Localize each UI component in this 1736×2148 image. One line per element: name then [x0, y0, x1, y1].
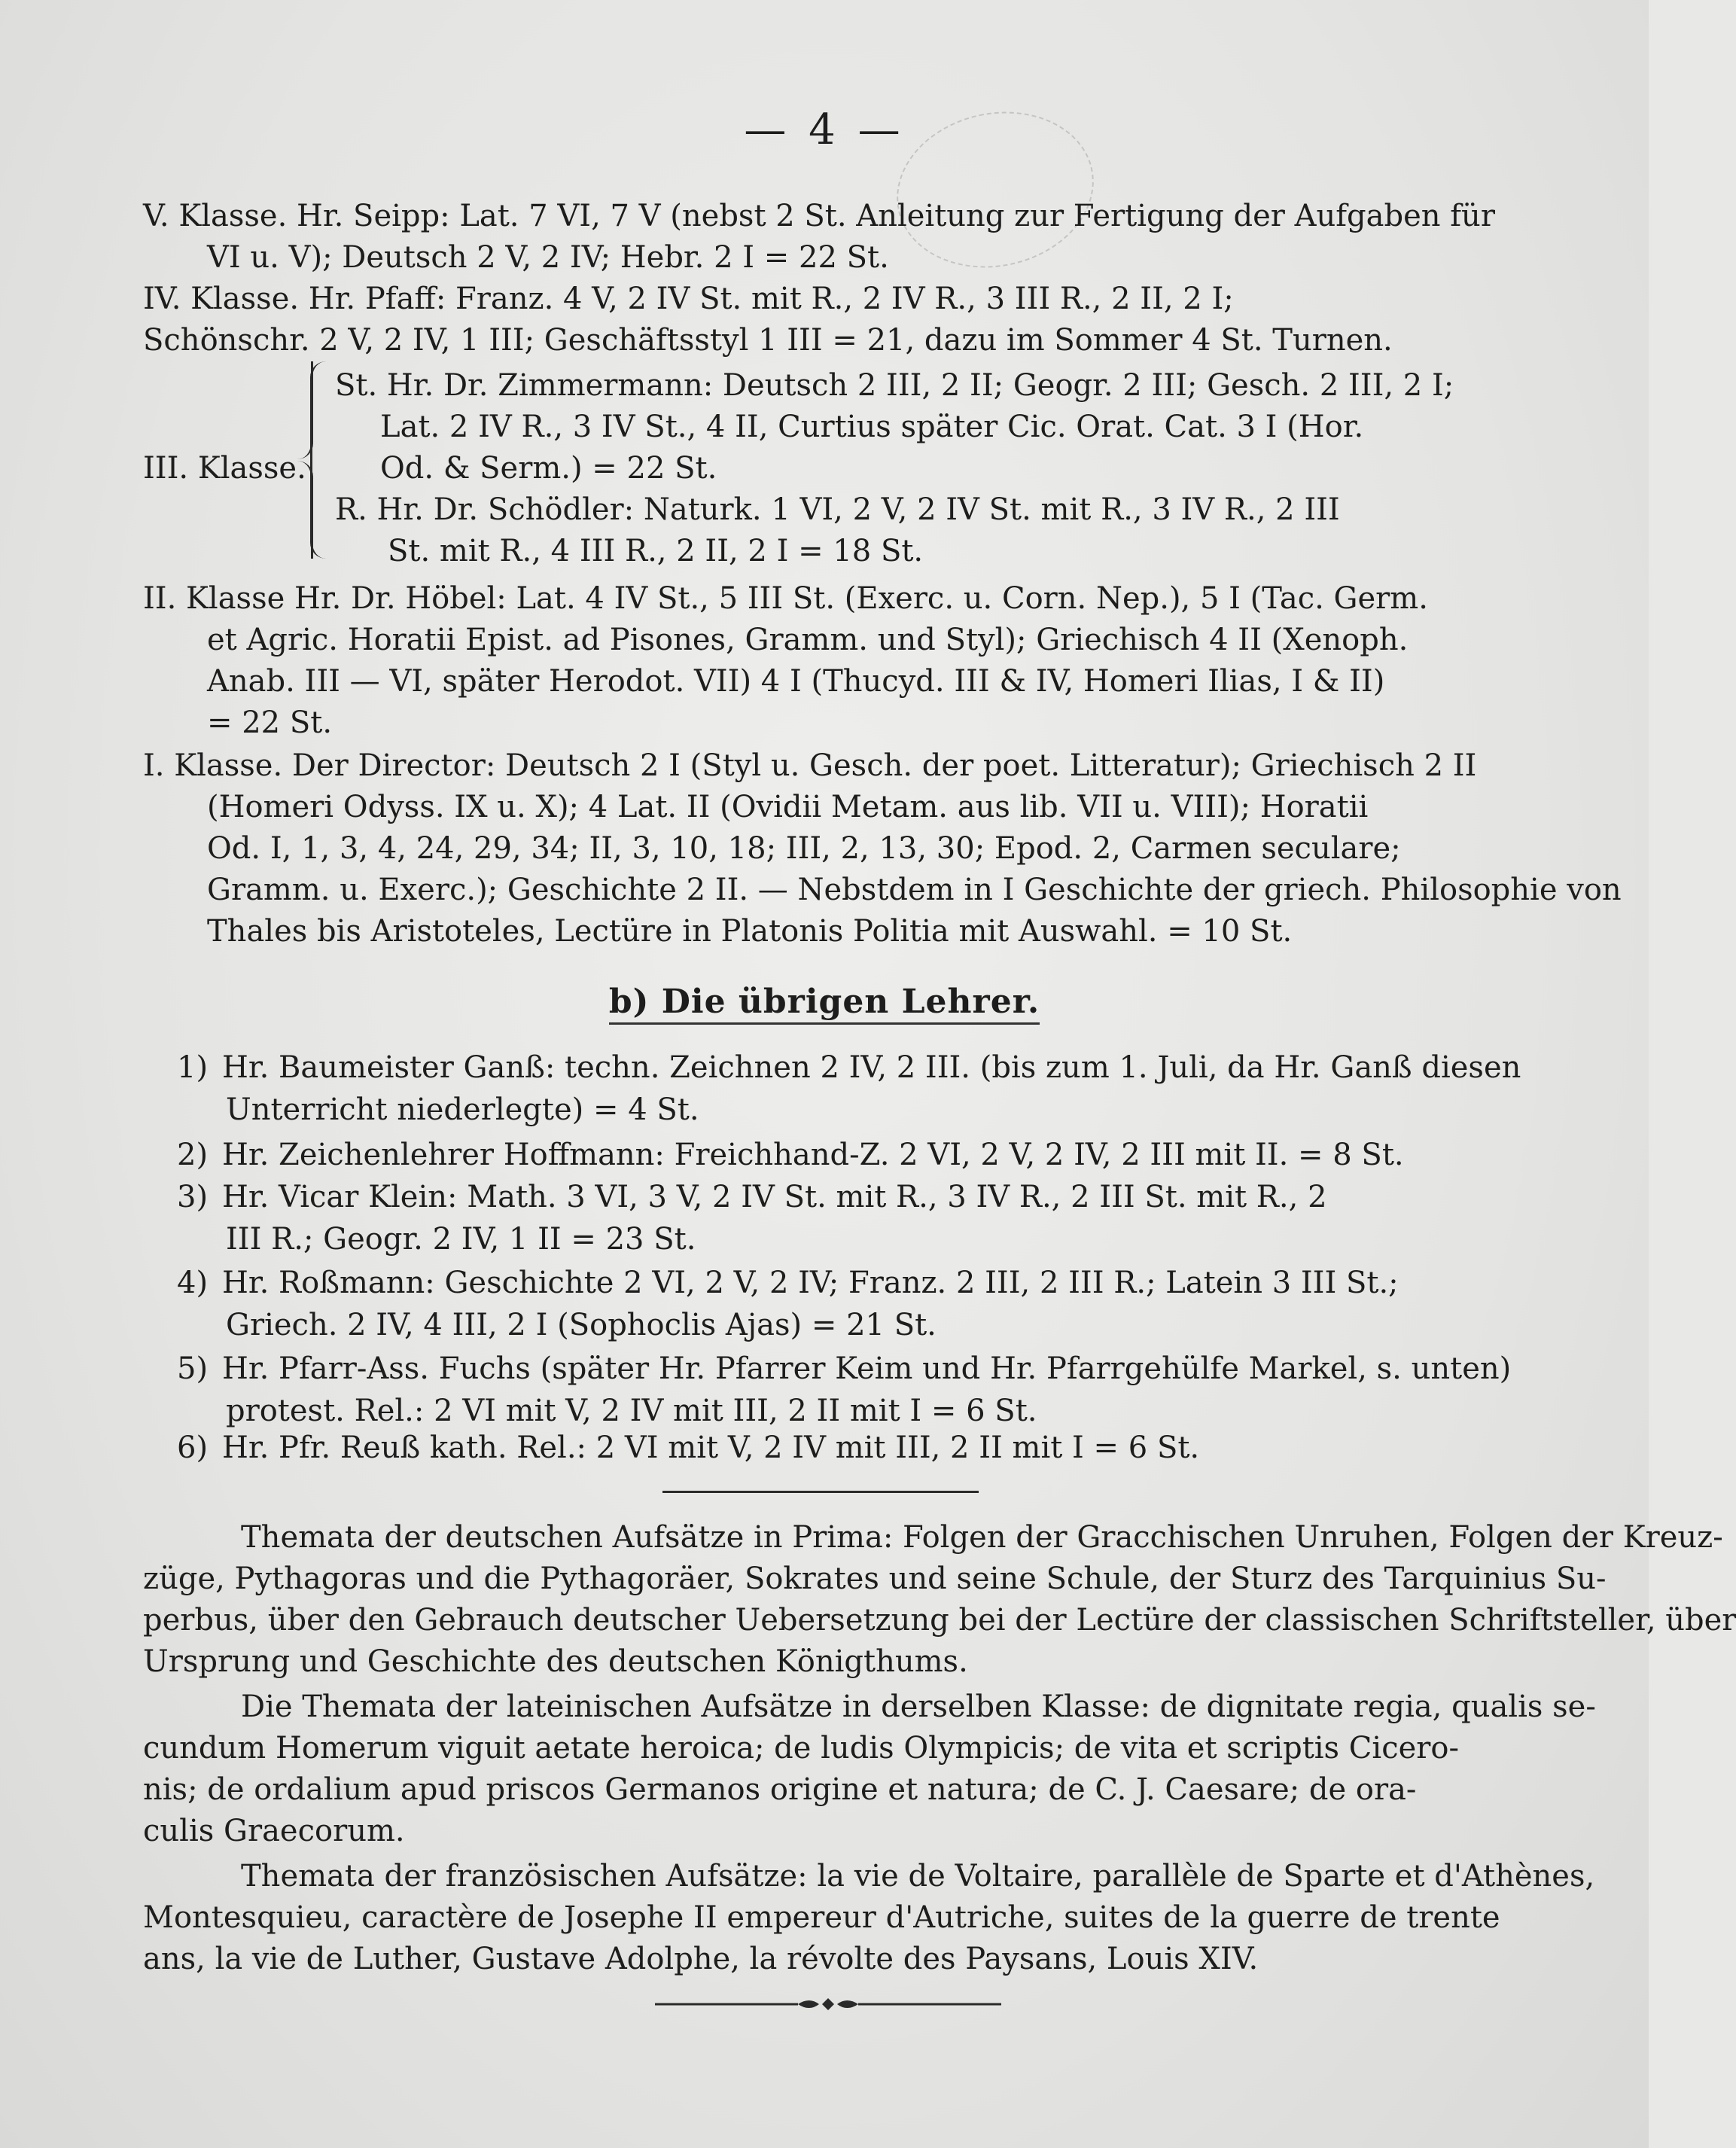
class-i-line-4: Gramm. u. Exerc.); Geschichte 2 II. — Nebstdem in I Geschichte der griech. Philosophie von: [207, 873, 1622, 907]
teacher-3: [177, 1176, 1502, 1260]
class-iv-line-1: IV. Klasse. Hr. Pfaff: Franz. 4 V, 2 IV St. mit R., 2 IV R., 3 III R., 2 II, 2 I;: [143, 282, 1234, 316]
class-ii-line-2: et Agric. Horatii Epist. ad Pisones, Gramm. und Styl); Griechisch 4 II (Xenoph.: [207, 623, 1409, 657]
teacher-1: [177, 1047, 1521, 1131]
teacher-2-number: 2): [177, 1138, 209, 1172]
paragraph-2-line-1: Die Themata der lateinischen Aufsätze in derselben Klasse: de dignitate regia, qualis se-: [241, 1689, 1596, 1724]
paragraph-german-themes: [143, 1517, 1736, 1683]
class-i-entry: [143, 745, 1622, 952]
teacher-5: [177, 1348, 1512, 1432]
paragraph-2-line-4: culis Graecorum.: [143, 1814, 405, 1848]
teacher-4-line-1: Hr. Roßmann: Geschichte 2 VI, 2 V, 2 IV; Franz. 2 III, 2 III R.; Latein 3 III St.;: [222, 1266, 1399, 1300]
paragraph-1-line-1: Themata der deutschen Aufsätze in Prima: Folgen der Gracchischen Unruhen, Folgen der Kreuz-: [241, 1520, 1723, 1555]
class-i-line-5: Thales bis Aristoteles, Lectüre in Platonis Politia mit Auswahl. = 10 St.: [207, 914, 1293, 949]
teacher-1-line-1: Hr. Baumeister Ganß: techn. Zeichnen 2 IV, 2 III. (bis zum 1. Juli, da Hr. Ganß diesen: [222, 1050, 1521, 1085]
class-iv-entry: [143, 279, 1498, 361]
class-iii-brace: [310, 361, 326, 559]
class-v-line-1: V. Klasse. Hr. Seipp: Lat. 7 VI, 7 V (nebst 2 St. Anleitung zur Fertigung der Aufgaben für: [143, 199, 1495, 233]
class-i-line-3: Od. I, 1, 3, 4, 24, 29, 34; II, 3, 10, 18; III, 2, 13, 30; Epod. 2, Carmen seculare;: [207, 831, 1401, 866]
divider-rule: [662, 1491, 979, 1493]
teacher-6-number: 6): [177, 1430, 209, 1465]
class-iii-st-line-3: Od. & Serm.) = 22 St.: [380, 451, 717, 486]
class-ii-entry: [143, 578, 1498, 744]
paragraph-1-line-4: Ursprung und Geschichte des deutschen Königthums.: [143, 1644, 968, 1679]
class-ii-line-4: = 22 St.: [207, 705, 333, 740]
teacher-3-number: 3): [177, 1180, 209, 1214]
paragraph-1-line-2: züge, Pythagoras und die Pythagoräer, Sokrates und seine Schule, der Sturz des Tarquinius Su-: [143, 1561, 1607, 1596]
teacher-4-line-2: Griech. 2 IV, 4 III, 2 I (Sophoclis Ajas) = 21 St.: [226, 1308, 937, 1342]
end-ornament: [655, 1995, 1001, 2013]
teacher-5-line-1: Hr. Pfarr-Ass. Fuchs (später Hr. Pfarrer Keim und Hr. Pfarrgehülfe Markel, s. unten): [222, 1351, 1512, 1386]
paragraph-3-line-2: Montesquieu, caractère de Josephe II empereur d'Autriche, suites de la guerre de trente: [143, 1900, 1500, 1935]
page-number: — 4 —: [744, 105, 905, 154]
teacher-4-number: 4): [177, 1266, 209, 1300]
teacher-1-number: 1): [177, 1050, 209, 1085]
teacher-5-number: 5): [177, 1351, 209, 1386]
paragraph-latin-themes: [143, 1686, 1596, 1852]
teacher-2-line-1: Hr. Zeichenlehrer Hoffmann: Freichhand-Z. 2 VI, 2 V, 2 IV, 2 III mit II. = 8 St.: [222, 1138, 1404, 1172]
section-heading: [0, 983, 1649, 1021]
class-iv-line-2: Schönschr. 2 V, 2 IV, 1 III; Geschäftsstyl 1 III = 21, dazu im Sommer 4 St. Turnen.: [143, 323, 1393, 358]
teacher-1-line-2: Unterricht niederlegte) = 4 St.: [226, 1092, 699, 1127]
paragraph-3-line-1: Themata der französischen Aufsätze: la vie de Voltaire, parallèle de Sparte et d'Athènes,: [241, 1859, 1595, 1894]
class-iii-r-entry: [335, 489, 1498, 572]
paragraph-2-line-3: nis; de ordalium apud priscos Germanos origine et natura; de C. J. Caesare; de ora-: [143, 1772, 1417, 1807]
paragraph-3-line-3: ans, la vie de Luther, Gustave Adolphe, la révolte des Paysans, Louis XIV.: [143, 1942, 1259, 1976]
class-i-line-2: (Homeri Odyss. IX u. X); 4 Lat. II (Ovidii Metam. aus lib. VII u. VIII); Horatii: [207, 790, 1369, 824]
class-iii-label: III. Klasse.: [143, 451, 306, 486]
class-ii-line-3: Anab. III — VI, später Herodot. VII) 4 I (Thucyd. III & IV, Homeri Ilias, I & II): [207, 664, 1385, 699]
class-iii-st-line-1: St. Hr. Dr. Zimmermann: Deutsch 2 III, 2 II; Geogr. 2 III; Gesch. 2 III, 2 I;: [335, 368, 1454, 403]
class-v-line-2: VI u. V); Deutsch 2 V, 2 IV; Hebr. 2 I = 22 St.: [207, 240, 889, 275]
teacher-2: [177, 1134, 1502, 1176]
class-ii-line-1: II. Klasse Hr. Dr. Höbel: Lat. 4 IV St., 5 III St. (Exerc. u. Corn. Nep.), 5 I (Tac. Germ.: [143, 581, 1428, 616]
section-heading-text: b) Die übrigen Lehrer.: [609, 983, 1040, 1025]
class-v-entry: [143, 196, 1498, 279]
paragraph-2-line-2: cundum Homerum viguit aetate heroica; de ludis Olympicis; de vita et scriptis Cicero-: [143, 1731, 1459, 1766]
teacher-3-line-2: III R.; Geogr. 2 IV, 1 II = 23 St.: [226, 1222, 696, 1257]
class-iii-st-line-2: Lat. 2 IV R., 3 IV St., 4 II, Curtius später Cic. Orat. Cat. 3 I (Hor.: [380, 410, 1364, 444]
class-iii-r-line-2: St. mit R., 4 III R., 2 II, 2 I = 18 St.: [388, 534, 924, 568]
class-i-line-1: I. Klasse. Der Director: Deutsch 2 I (Styl u. Gesch. der poet. Litteratur); Griechisch 2 II: [143, 748, 1477, 783]
class-iii-st-entry: [335, 365, 1498, 489]
paragraph-french-themes: [143, 1856, 1595, 1980]
teacher-6: [177, 1427, 1502, 1469]
teacher-4: [177, 1262, 1502, 1346]
teacher-3-line-1: Hr. Vicar Klein: Math. 3 VI, 3 V, 2 IV St. mit R., 3 IV R., 2 III St. mit R., 2: [222, 1180, 1327, 1214]
teacher-6-line-1: Hr. Pfr. Reuß kath. Rel.: 2 VI mit V, 2 IV mit III, 2 II mit I = 6 St.: [222, 1430, 1200, 1465]
paragraph-1-line-3: perbus, über den Gebrauch deutscher Uebersetzung bei der Lectüre der classischen Schriftsteller, über: [143, 1603, 1736, 1638]
class-iii-r-line-1: R. Hr. Dr. Schödler: Naturk. 1 VI, 2 V, 2 IV St. mit R., 3 IV R., 2 III: [335, 492, 1340, 527]
teacher-5-line-2: protest. Rel.: 2 VI mit V, 2 IV mit III, 2 II mit I = 6 St.: [226, 1394, 1037, 1428]
